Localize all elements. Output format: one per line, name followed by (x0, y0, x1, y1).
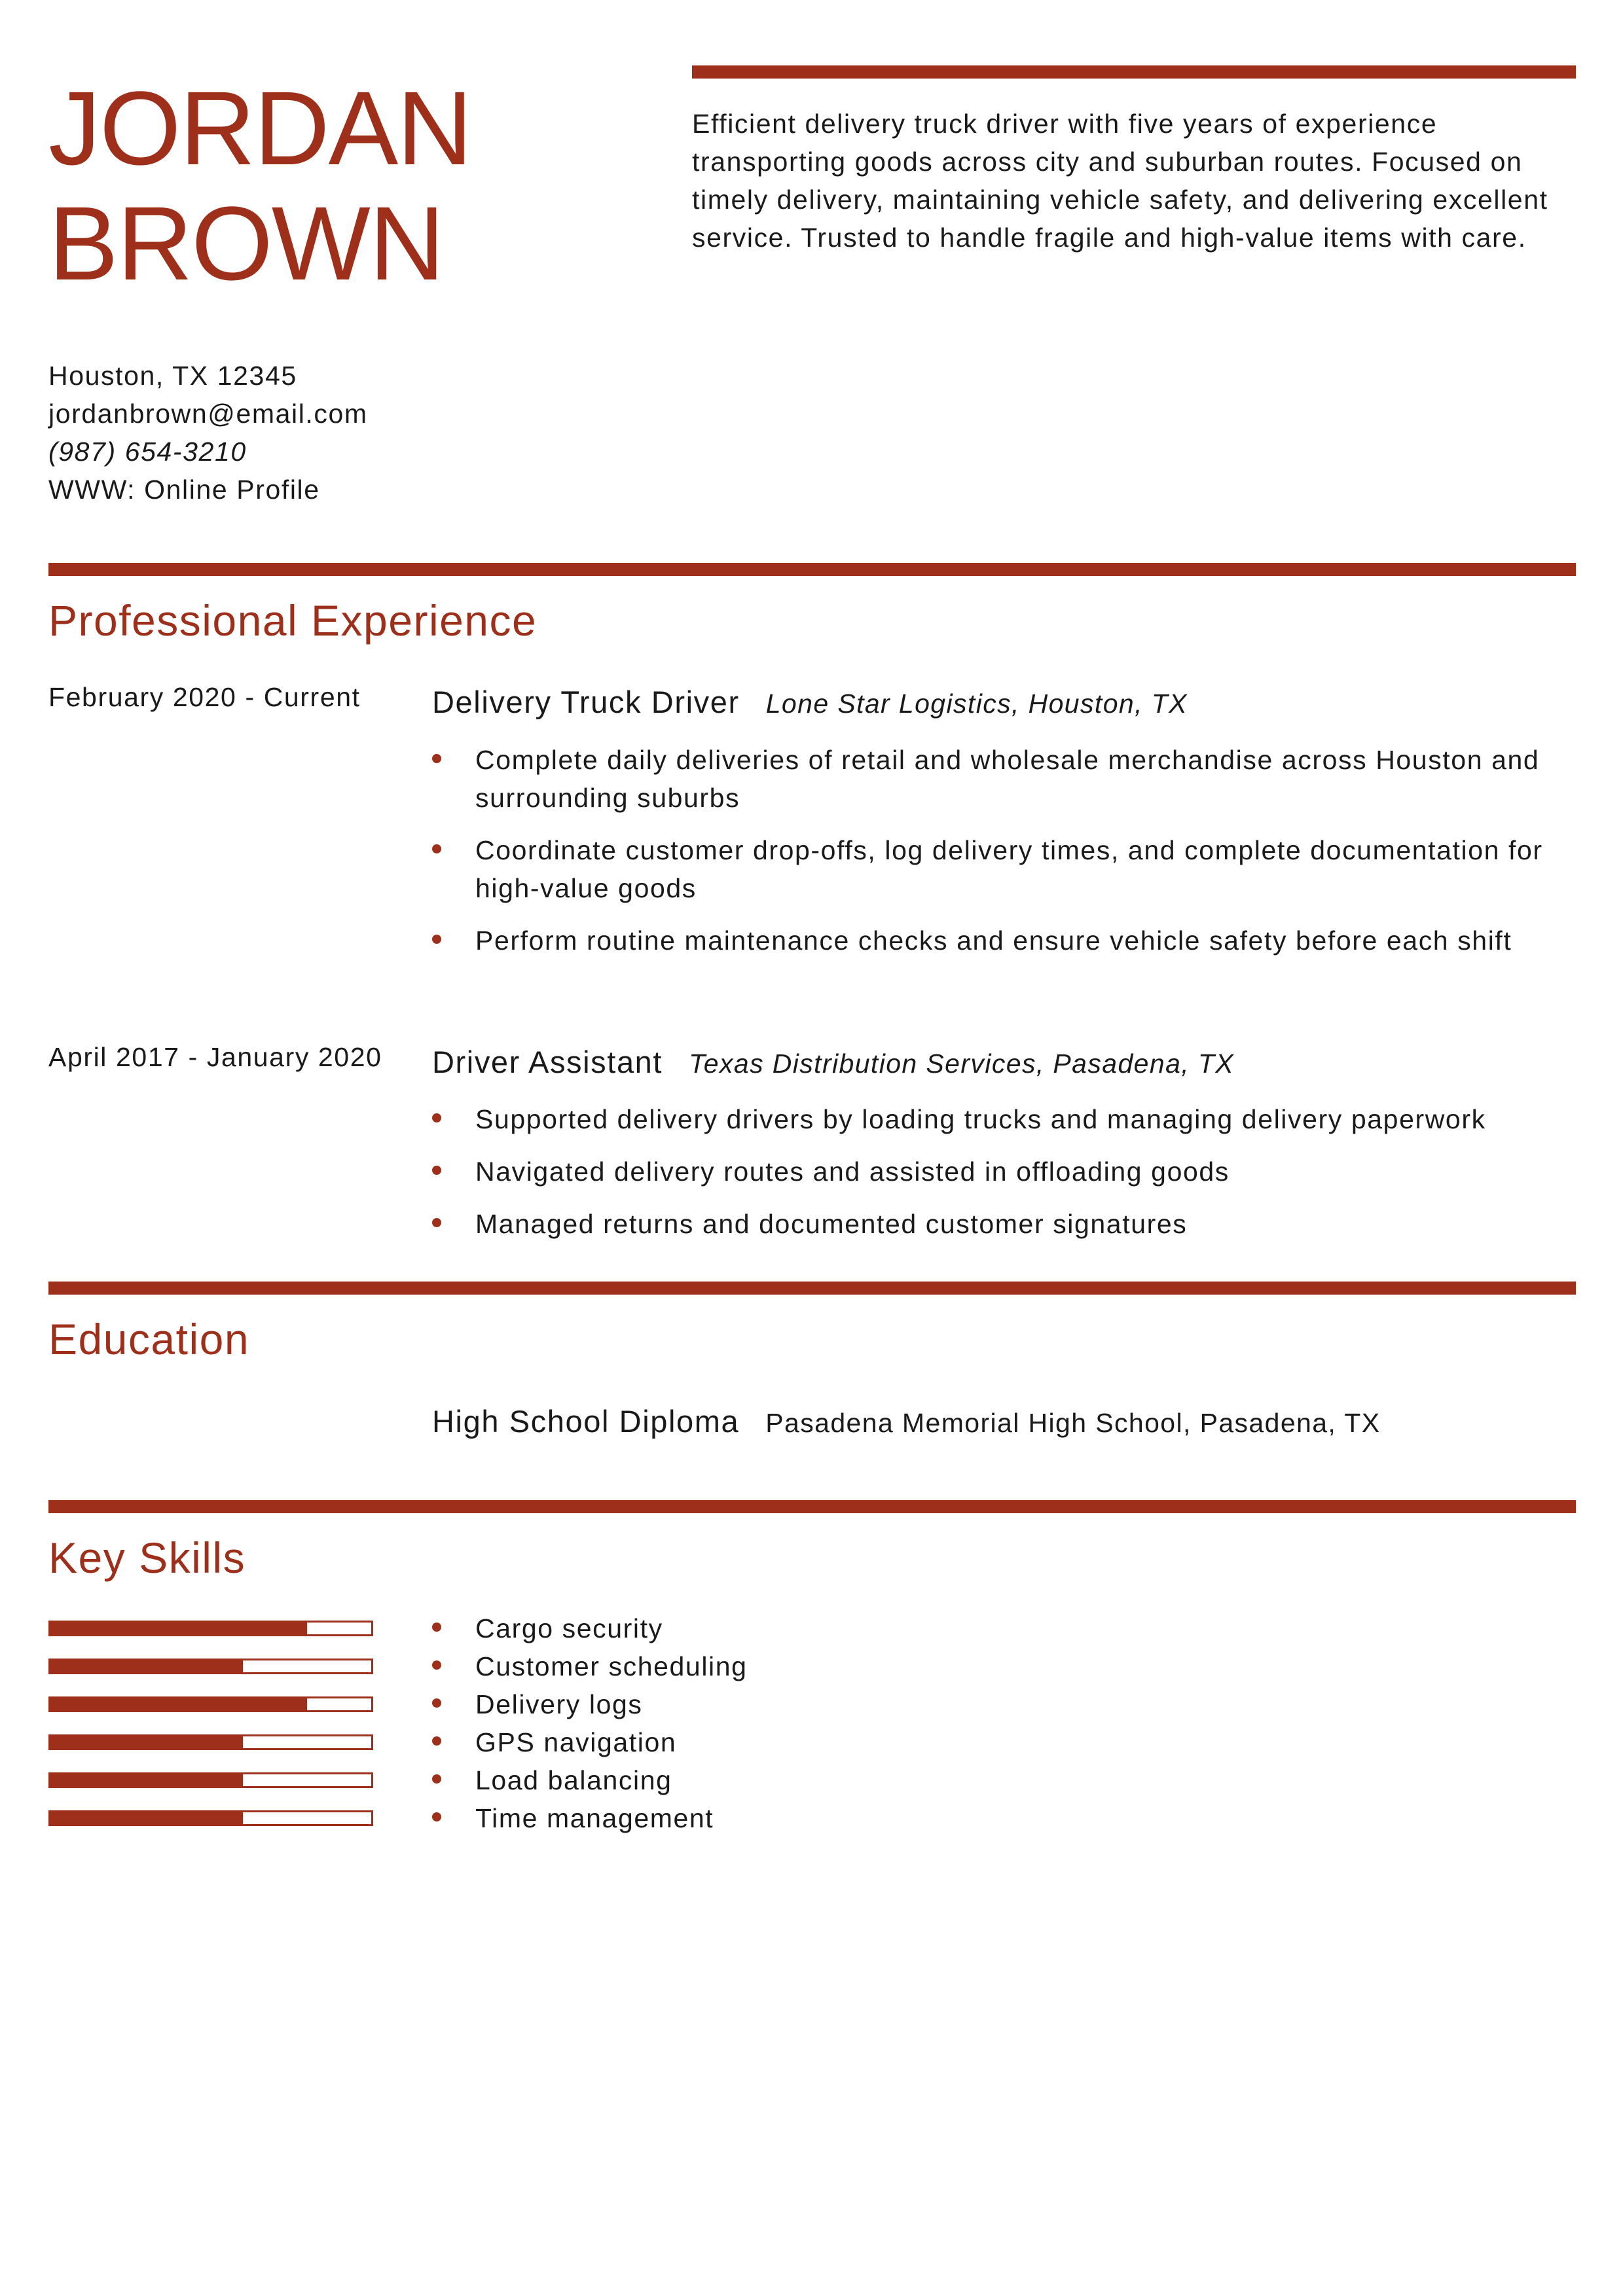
education-school: Pasadena Memorial High School, Pasadena, TX (765, 1408, 1381, 1438)
job-dates: February 2020 - Current (48, 682, 361, 712)
education-entry (432, 1402, 1380, 1443)
job-bullet: Navigated delivery routes and assisted in offloading goods (432, 1153, 1584, 1191)
skill-level-bar (48, 1810, 373, 1826)
job-bullet: Perform routine maintenance checks and ensure vehicle safety before each shift (432, 922, 1584, 960)
skills-list (432, 1609, 1584, 1837)
job-bullet: Coordinate customer drop-offs, log delivery times, and complete documentation for high-value goods (432, 831, 1584, 907)
job-header (432, 683, 1188, 723)
first-name: JORDAN (48, 69, 471, 187)
education-heading: Education (48, 1315, 250, 1363)
job-bullet: Complete daily deliveries of retail and wholesale merchandise across Houston and surrounding suburbs (432, 741, 1584, 817)
experience-divider (48, 563, 1576, 576)
skill-level-bar (48, 1696, 373, 1712)
job-header (432, 1043, 1234, 1083)
candidate-name (48, 71, 471, 301)
skill-item: Delivery logs (432, 1685, 1584, 1723)
education-divider (48, 1282, 1576, 1295)
skills-divider (48, 1500, 1576, 1513)
contact-location: Houston, TX 12345 (48, 361, 297, 391)
summary-divider (692, 65, 1576, 79)
skills-heading: Key Skills (48, 1534, 246, 1582)
contact-email: jordanbrown@email.com (48, 399, 368, 429)
skill-item: Customer scheduling (432, 1647, 1584, 1685)
experience-heading: Professional Experience (48, 596, 538, 645)
job-company: Lone Star Logistics, Houston, TX (765, 689, 1188, 719)
job-company: Texas Distribution Services, Pasadena, TX (689, 1049, 1235, 1079)
job-bullets (432, 1100, 1584, 1257)
professional-summary: Efficient delivery truck driver with five years of experience transporting goods across city and suburban routes. Focused on timely delivery, maintaining vehicle safety, and delivering excellent service. Trusted to handle fragile and high-value items with care. (692, 109, 1548, 253)
skill-level-fill (50, 1736, 243, 1748)
skill-level-fill (50, 1623, 307, 1634)
job-bullets (432, 741, 1584, 974)
contact-info (48, 357, 368, 509)
skill-level-fill (50, 1698, 307, 1710)
skill-level-bar (48, 1659, 373, 1674)
job-role: Delivery Truck Driver (432, 685, 740, 719)
education-degree: High School Diploma (432, 1404, 740, 1439)
skill-level-fill (50, 1812, 243, 1824)
job-bullet: Managed returns and documented customer signatures (432, 1205, 1584, 1243)
skill-level-bar (48, 1734, 373, 1750)
skill-level-bar (48, 1772, 373, 1788)
job-role: Driver Assistant (432, 1045, 663, 1079)
contact-phone: (987) 654-3210 (48, 437, 247, 467)
skill-level-bar (48, 1621, 373, 1636)
contact-website: WWW: Online Profile (48, 475, 320, 505)
skill-item: Load balancing (432, 1761, 1584, 1799)
skill-item: GPS navigation (432, 1723, 1584, 1761)
last-name: BROWN (48, 185, 444, 302)
skill-item: Time management (432, 1799, 1584, 1837)
skill-level-fill (50, 1660, 243, 1672)
job-bullet: Supported delivery drivers by loading trucks and managing delivery paperwork (432, 1100, 1584, 1138)
job-dates: April 2017 - January 2020 (48, 1042, 382, 1072)
skill-item: Cargo security (432, 1609, 1584, 1647)
skill-level-fill (50, 1774, 243, 1786)
